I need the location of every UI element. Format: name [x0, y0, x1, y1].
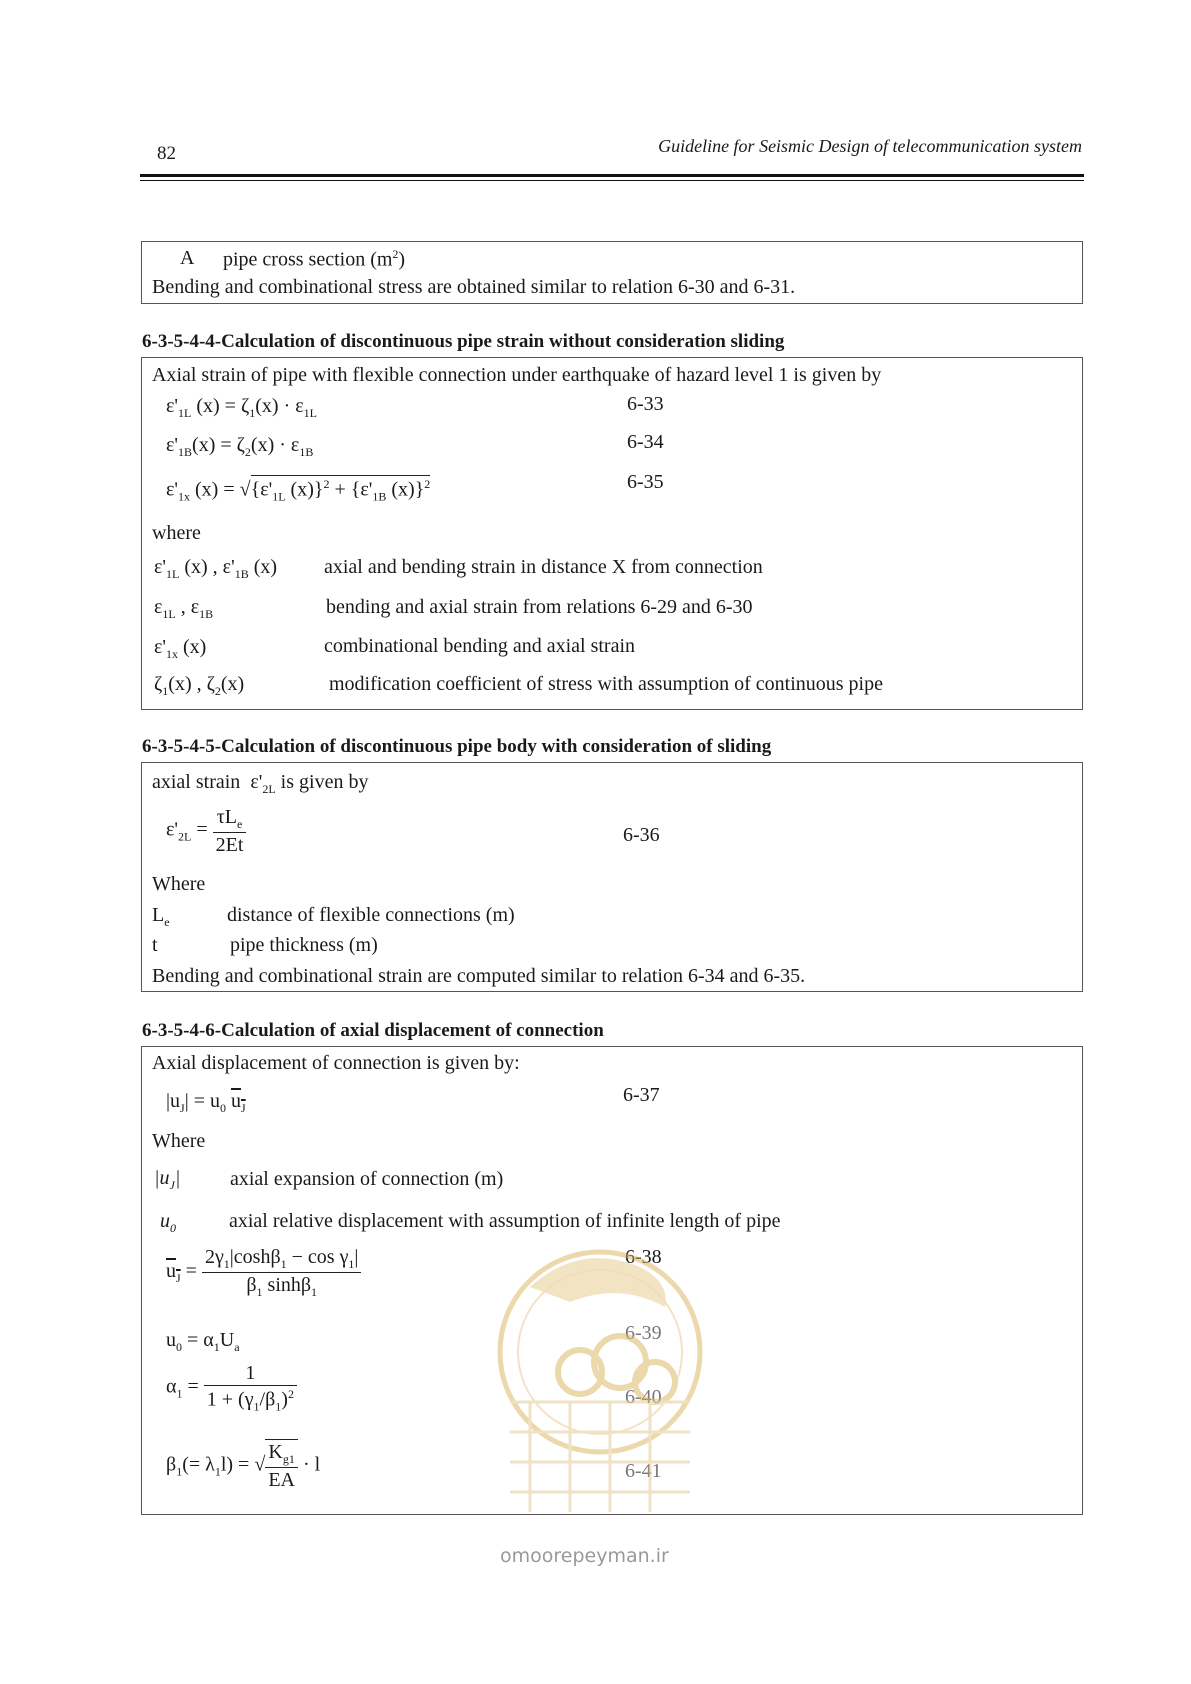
- running-header-title: Guideline for Seismic Design of telecommunication system: [658, 136, 1082, 156]
- equation-number-6-36: 6-36: [623, 824, 660, 846]
- symbol-le: $L_e$: [152, 904, 170, 929]
- equation-6-38: $u_J$ = $\frac{2\gamma_1|\cosh\beta_1 - \cos \gamma_1|}{\beta_1 \sinh\beta_1}$: [166, 1247, 361, 1298]
- symbol-a: A: [180, 247, 195, 269]
- definition-le: distance of flexible connections (m): [227, 904, 515, 926]
- equation-6-35: $\varepsilon'_{1x}$ $(x) = √\{\varepsilon'_{1L}$ $(x)\}^2 + \{\varepsilon'_{1B}$ (x)}$^2$: [166, 477, 431, 504]
- watermark-seal: [490, 1212, 710, 1542]
- stress-note: Bending and combinational stress are obtained similar to relation 6-30 and 6-31.: [152, 276, 796, 298]
- equation-6-40: $\alpha_1$ = $\frac{1}{1 + (\gamma_1/\beta_1)^2}$: [166, 1363, 297, 1413]
- equation-number-6-39: 6-39: [625, 1322, 662, 1344]
- section-5-box: [141, 762, 1083, 992]
- where-label-5: Where: [152, 873, 206, 895]
- page-number: 82: [157, 143, 176, 164]
- symbol-a-definition: pipe cross section $(m^2)$: [223, 247, 406, 271]
- definition-strain-distance: axial and bending strain in distance X from connection: [324, 556, 763, 578]
- symbol-u0: $u_0$: [160, 1210, 176, 1235]
- symbol-eps-1l-1b: $\varepsilon_{1L}$ , $\varepsilon_{1B}$: [154, 596, 214, 621]
- definition-t: pipe thickness (m): [230, 934, 378, 956]
- definition-uj: axial expansion of connection (m): [230, 1168, 504, 1190]
- equation-number-6-35: 6-35: [627, 471, 664, 493]
- symbol-eps-1x: $\varepsilon'_{1x}$ (x): [154, 636, 207, 661]
- header-rule-thin: [140, 180, 1084, 181]
- equation-6-37: $|u_J| = u_0$ $u_J$: [166, 1090, 246, 1115]
- definition-bending-axial: bending and axial strain from relations 6-29 and 6-30: [326, 596, 753, 618]
- section-heading-4: 6-3-5-4-4-Calculation of discontinuous pipe strain without consideration sliding: [142, 331, 785, 352]
- where-label: where: [152, 522, 201, 544]
- equation-number-6-33: 6-33: [627, 393, 664, 415]
- symbol-t: t: [152, 934, 158, 956]
- watermark-url: omoorepeyman.ir: [500, 1545, 669, 1567]
- equation-number-6-38: 6-38: [625, 1246, 662, 1268]
- symbol-zeta: $\zeta_1(x)$ , $\zeta_2(x)$: [154, 673, 245, 698]
- equation-number-6-41: 6-41: [625, 1460, 662, 1482]
- section-4-intro: Axial strain of pipe with flexible connection under earthquake of hazard level 1 is given by: [152, 364, 882, 386]
- equation-number-6-34: 6-34: [627, 431, 664, 453]
- equation-6-39: $u_0 = \alpha_1U_a$: [166, 1329, 240, 1354]
- symbol-uj-abs: $|u_J|$: [154, 1167, 181, 1192]
- strain-note: Bending and combinational strain are computed similar to relation 6-34 and 6-35.: [152, 965, 806, 987]
- where-label-6: Where: [152, 1130, 206, 1152]
- equation-number-6-40: 6-40: [625, 1386, 662, 1408]
- header-rule: [140, 174, 1084, 177]
- section-heading-5: 6-3-5-4-5-Calculation of discontinuous pipe body with consideration of sliding: [142, 736, 772, 757]
- section-6-intro: Axial displacement of connection is given by:: [152, 1052, 520, 1074]
- equation-6-36: $\varepsilon'_{2L}$ = $\frac{\tau L_e}{2Et}$: [166, 807, 246, 855]
- symbol-strain-1l-1b: $\varepsilon'_{1L}$ (x) , $\varepsilon'_{1B}$ (x): [154, 556, 278, 581]
- equation-6-34: $\varepsilon'_{1B}(x) = \zeta_2(x) \cdot \varepsilon_{1B}$: [166, 434, 314, 459]
- section-5-intro: axial strain $\varepsilon'_{2L}$ is given by: [152, 771, 369, 796]
- equation-6-41: $\beta_1(= \lambda_1l)$ = √ $\frac{K_{g1}}{EA}$ · l: [166, 1441, 321, 1491]
- definition-modification: modification coefficient of stress with assumption of continuous pipe: [329, 673, 883, 695]
- equation-6-33: $\varepsilon'_{1L}$ $(x) = \zeta_1(x) \cdot \varepsilon_{1L}$: [166, 395, 317, 420]
- equation-number-6-37: 6-37: [623, 1084, 660, 1106]
- section-4-box: [141, 357, 1083, 710]
- definition-combinational: combinational bending and axial strain: [324, 635, 636, 657]
- section-heading-6: 6-3-5-4-6-Calculation of axial displacement of connection: [142, 1020, 604, 1041]
- continuation-box: [141, 241, 1083, 304]
- definition-u0: axial relative displacement with assumption of infinite length of pipe: [229, 1210, 781, 1232]
